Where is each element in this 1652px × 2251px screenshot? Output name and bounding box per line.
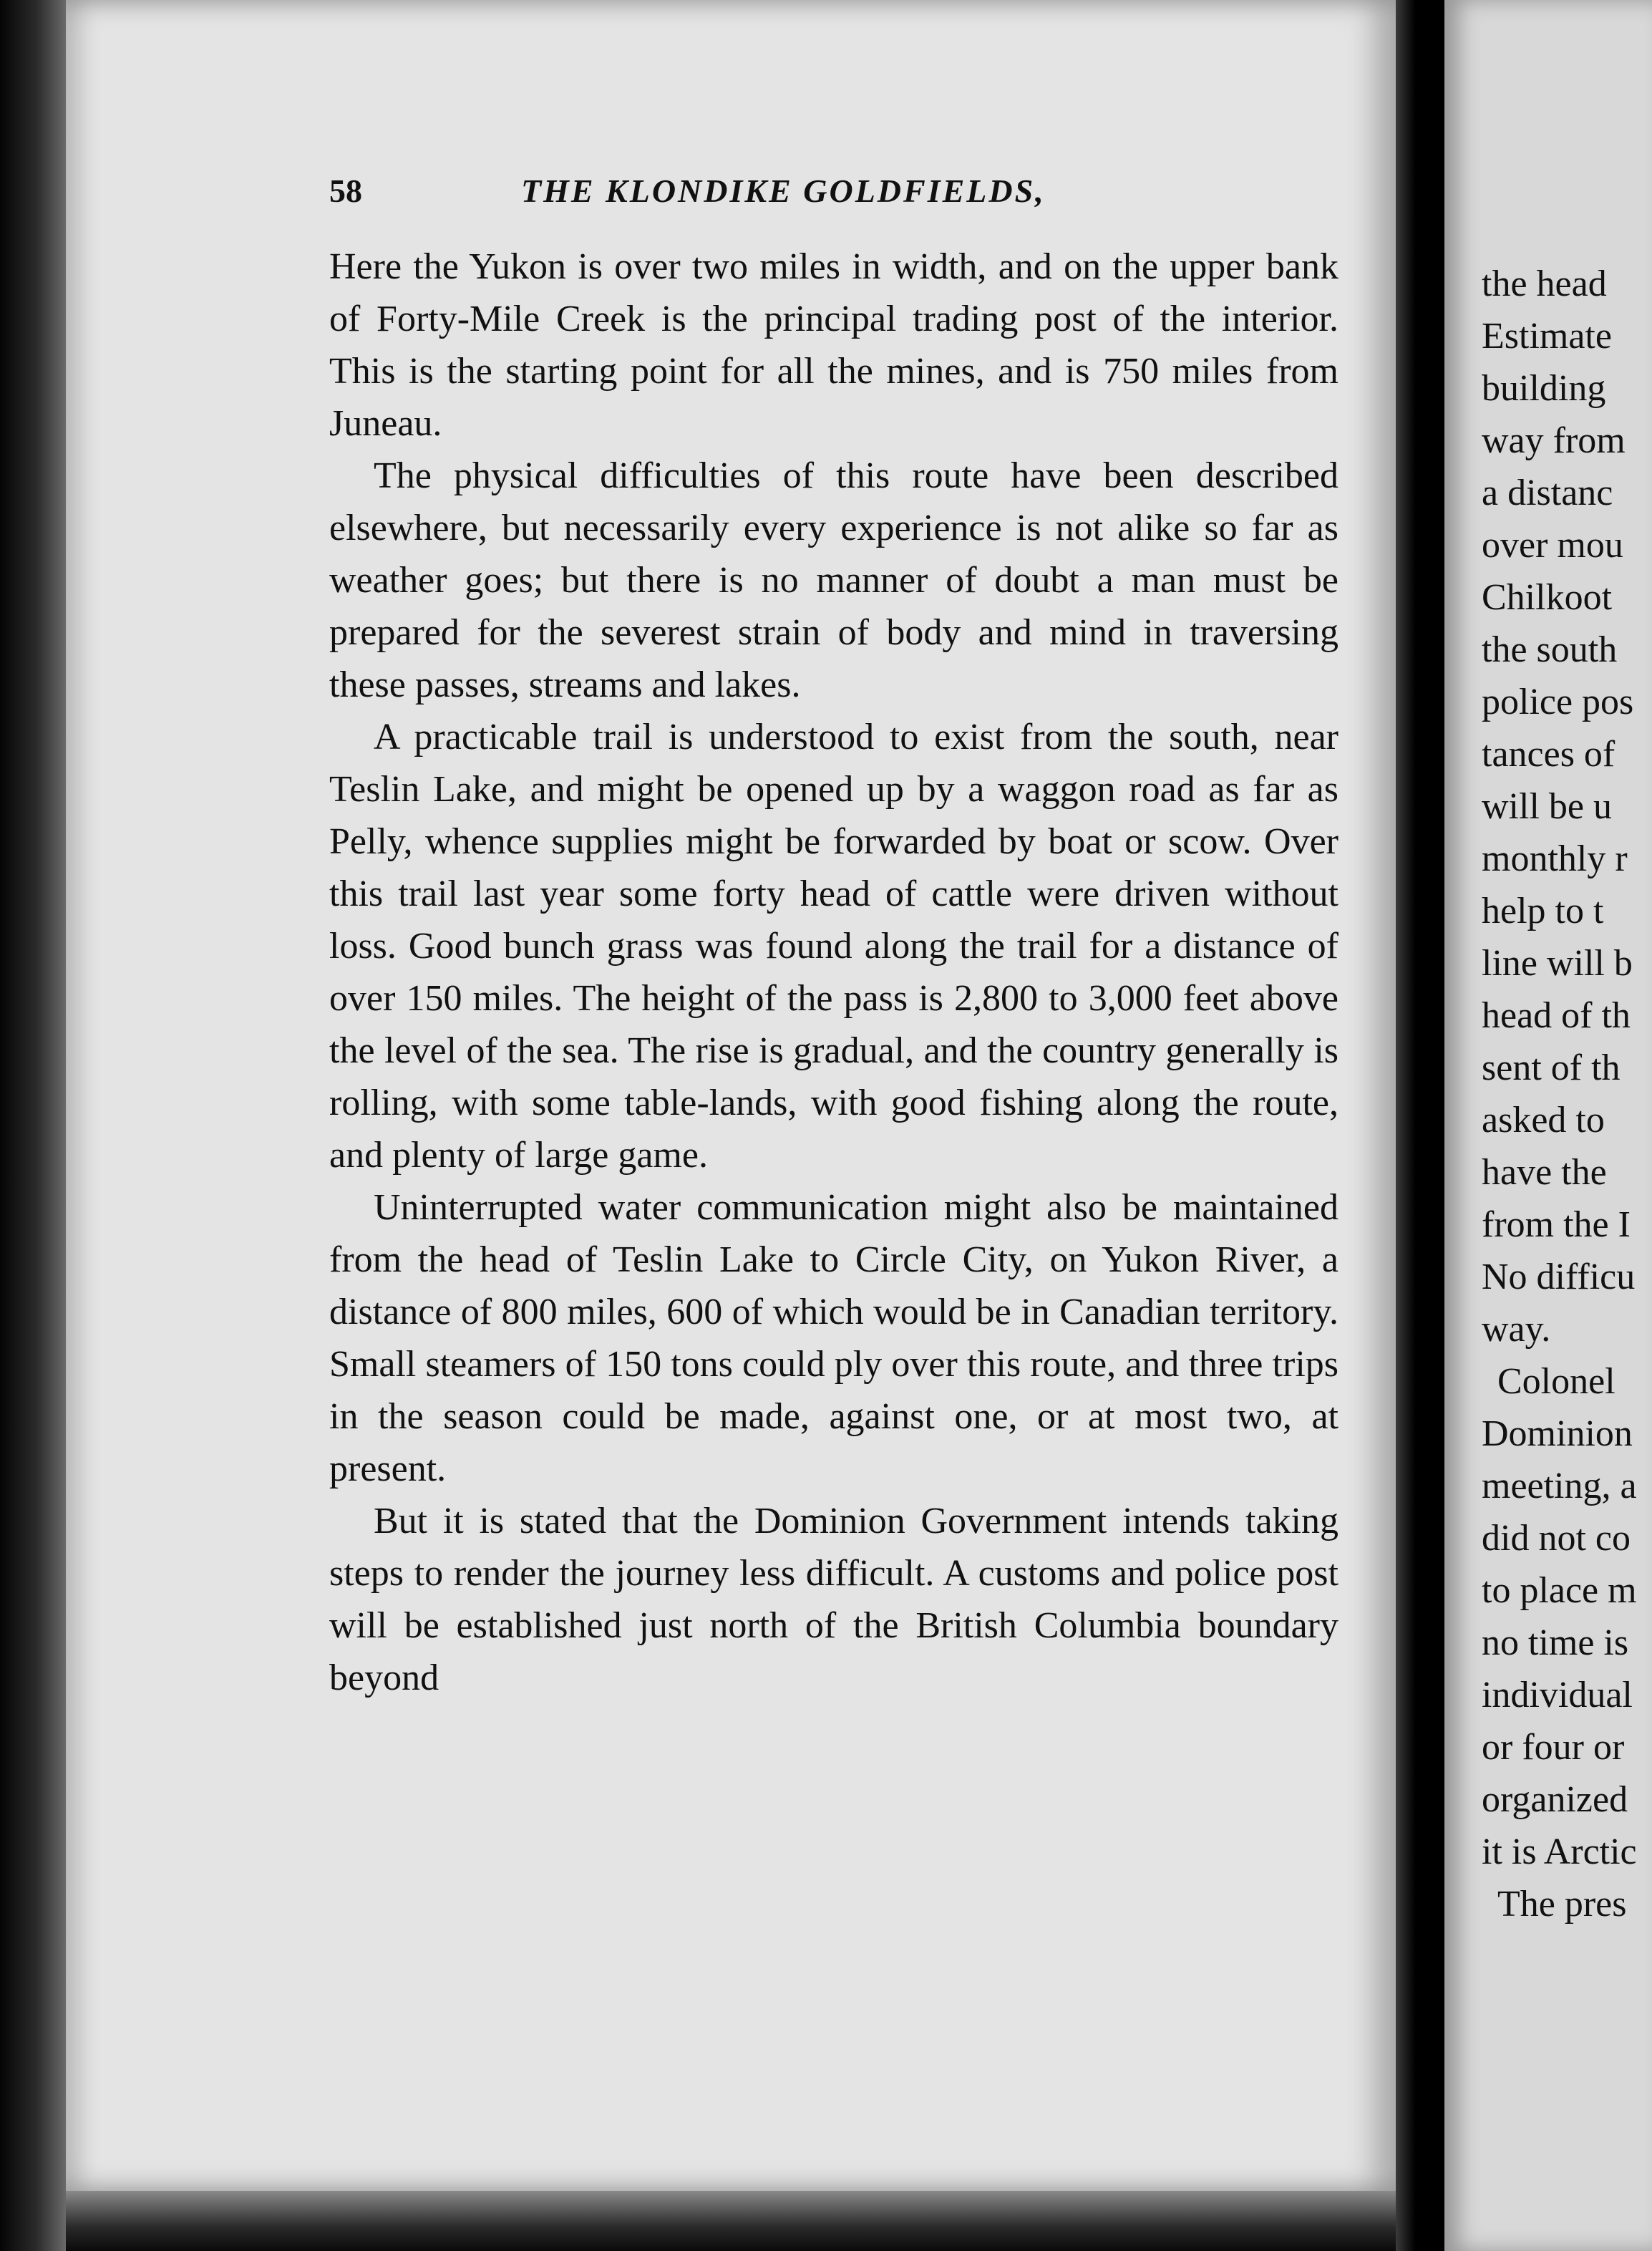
facing-line: did not co (1482, 1518, 1631, 1559)
page-bottom-edge (66, 2191, 1396, 2251)
page-number: 58 (329, 173, 362, 209)
facing-line: sent of th (1482, 1047, 1621, 1088)
facing-line: police pos (1482, 682, 1634, 722)
facing-line: No difficu (1482, 1257, 1636, 1297)
facing-line: individual (1482, 1675, 1633, 1715)
facing-line: Estimate (1482, 316, 1612, 357)
binding-shadow (0, 0, 66, 2251)
facing-line: line will b (1482, 943, 1633, 984)
facing-line: way from (1482, 420, 1626, 461)
paragraph-2: The physical difficulties of this route have been described elsewhere, but necessarily every experience is not alike so far as weather goes; but there is no manner of doubt a man must be prepared for the severest strain of body and mind in traversing these passes, streams and lakes. (329, 455, 1338, 705)
facing-line: asked to (1482, 1100, 1605, 1141)
facing-line: Colonel (1497, 1361, 1615, 1402)
facing-line: from the I (1482, 1204, 1631, 1245)
paragraph-5: But it is stated that the Dominion Government intends taking steps to render the journey less difficult. A customs and police post will be established just north of the British Columbia boundary beyond (329, 1501, 1338, 1698)
facing-line: will be u (1482, 786, 1612, 827)
paragraph-1: Here the Yukon is over two miles in width, and on the upper bank of Forty-Mile Creek is the principal trading post of the interior. This is the starting point for all the mines, and is 750 miles from Juneau. (329, 246, 1338, 444)
facing-line: the head (1482, 263, 1607, 304)
paragraph-4: Uninterrupted water communication might also be maintained from the head of Teslin Lake to Circle City, on Yukon River, a distance of 800 miles, 600 of which would be in Canadian territory. Small steamers of 150 tons could ply over this route, and three trips in the season could be made, against one, or at most two, at present. (329, 1187, 1338, 1489)
page-gutter (1396, 0, 1444, 2251)
facing-line: help to t (1482, 891, 1604, 931)
facing-line: it is Arctic (1482, 1831, 1637, 1872)
facing-line: or four or (1482, 1727, 1625, 1768)
facing-line: The pres (1497, 1884, 1627, 1925)
facing-line: the south (1482, 629, 1618, 670)
facing-line: way. (1482, 1309, 1551, 1350)
facing-line: meeting, a (1482, 1466, 1637, 1506)
facing-line: Chilkoot (1482, 577, 1613, 618)
facing-line: to place m (1482, 1570, 1637, 1611)
facing-line: building (1482, 368, 1606, 409)
facing-line: monthly r (1482, 838, 1628, 879)
facing-line: tances of (1482, 734, 1615, 775)
facing-line: a distanc (1482, 473, 1613, 513)
running-head (329, 172, 1346, 215)
facing-line: no time is (1482, 1622, 1629, 1663)
facing-line: over mou (1482, 525, 1623, 566)
facing-line: Dominion (1482, 1413, 1633, 1454)
paragraph-3: A practicable trail is understood to exist from the south, near Teslin Lake, and might be opened up by a waggon road as far as Pelly, whence supplies might be forwarded by boat or scow. Over this trail last year some forty head of cattle were driven without loss. Good bunch grass was found along the trail for a distance of over 150 miles. The height of the pass is 2,800 to 3,000 feet above the level of the sea. The rise is gradual, and the country generally is rolling, with some table-lands, with good fishing along the route, and plenty of large game. (329, 717, 1338, 1176)
book-title: THE KLONDIKE GOLDFIELDS, (521, 173, 1046, 209)
facing-line: have the (1482, 1152, 1607, 1193)
body-text (329, 241, 1338, 1704)
facing-line: head of th (1482, 995, 1631, 1036)
facing-page-text (1482, 258, 1637, 1930)
facing-line: organized (1482, 1779, 1628, 1820)
